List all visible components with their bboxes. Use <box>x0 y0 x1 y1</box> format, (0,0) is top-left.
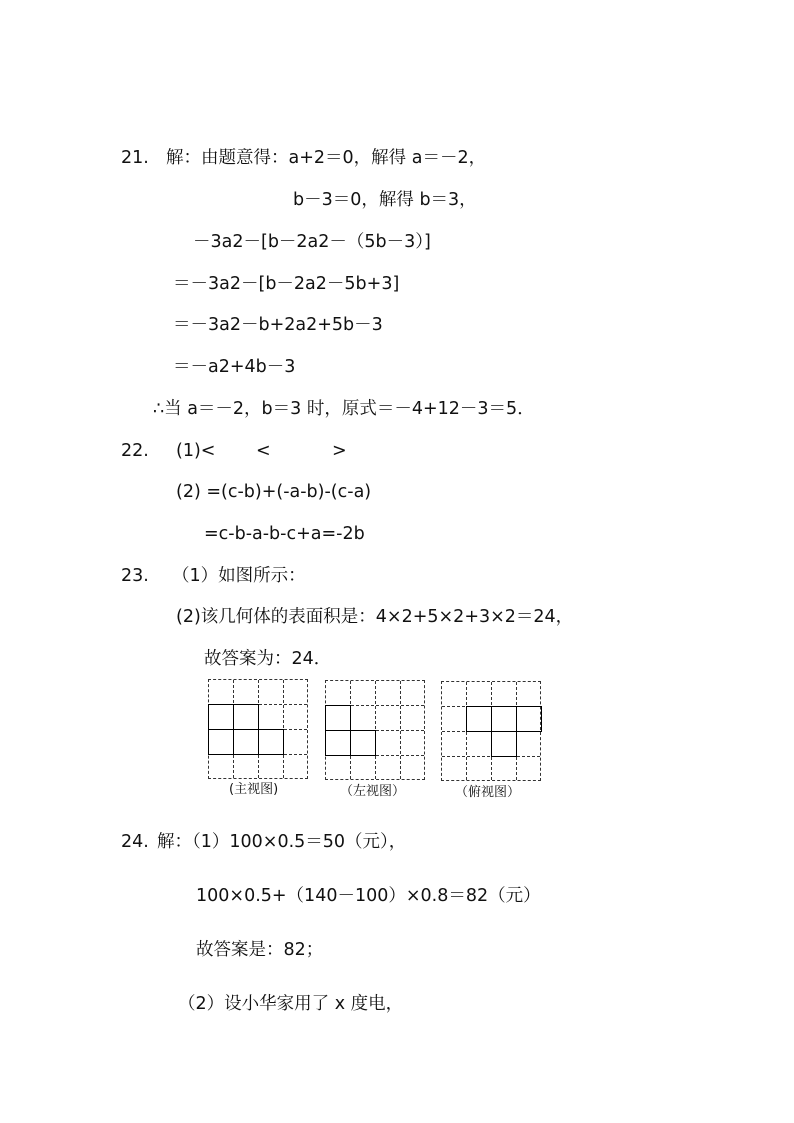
q21-conclusion: ∴当 a＝－2，b＝3 时，原式＝－4+12－3＝5． <box>153 399 535 419</box>
q22-part1-symbol-2: < <box>256 441 271 461</box>
q21-line-2: b－3＝0，解得 b＝3， <box>293 190 477 210</box>
front-view-square <box>208 704 234 730</box>
q24-line-3: 故答案是：82； <box>196 940 324 960</box>
q21-line-6: ＝－a2+4b－3 <box>173 357 296 377</box>
q24-line-1: 解：（1）100×0.5＝50（元）， <box>157 832 407 852</box>
front-view-square <box>258 729 284 755</box>
top-view-label: （俯视图） <box>455 785 521 800</box>
left-view-square <box>325 705 351 731</box>
q23-line-2: (2)该几何体的表面积是：4×2+5×2+3×2＝24， <box>176 607 574 627</box>
q24-line-4: （2）设小华家用了 x 度电， <box>178 994 404 1014</box>
front-view-square <box>233 704 259 730</box>
top-view-square <box>516 706 542 732</box>
q22-part1-symbol-3: > <box>332 441 347 461</box>
q21-line-1: 解：由题意得：a+2＝0，解得 a＝－2， <box>166 148 487 168</box>
q23-line-1: （1）如图所示： <box>172 566 306 586</box>
front-view-label: (主视图) <box>229 782 279 797</box>
q21-line-3: －3a2－[b－2a2－（5b－3）] <box>193 232 431 252</box>
q22-part2-line-1: (2) =(c-b)+(-a-b)-(c-a) <box>176 482 372 502</box>
q22-part1-prefix: (1)< <box>176 441 216 461</box>
q24-number: 24. <box>121 832 149 852</box>
top-view-square <box>466 706 492 732</box>
top-view-square <box>491 731 517 757</box>
front-view-square <box>208 729 234 755</box>
q23-line-3: 故答案为：24． <box>204 649 332 669</box>
q21-line-5: ＝－3a2－b+2a2+5b－3 <box>173 315 383 335</box>
q22-part2-line-2: =c-b-a-b-c+a=-2b <box>204 524 365 544</box>
q23-number: 23. <box>121 566 149 586</box>
left-view-square <box>325 730 351 756</box>
left-view-square <box>350 730 376 756</box>
q21-number: 21. <box>121 148 149 168</box>
left-view-label: （左视图） <box>340 784 406 799</box>
q24-line-2: 100×0.5+（140－100）×0.8＝82（元） <box>196 886 541 906</box>
front-view-square <box>233 729 259 755</box>
top-view-square <box>491 706 517 732</box>
q21-line-4: ＝－3a2－[b－2a2－5b+3] <box>173 274 400 294</box>
q22-number: 22. <box>121 441 149 461</box>
